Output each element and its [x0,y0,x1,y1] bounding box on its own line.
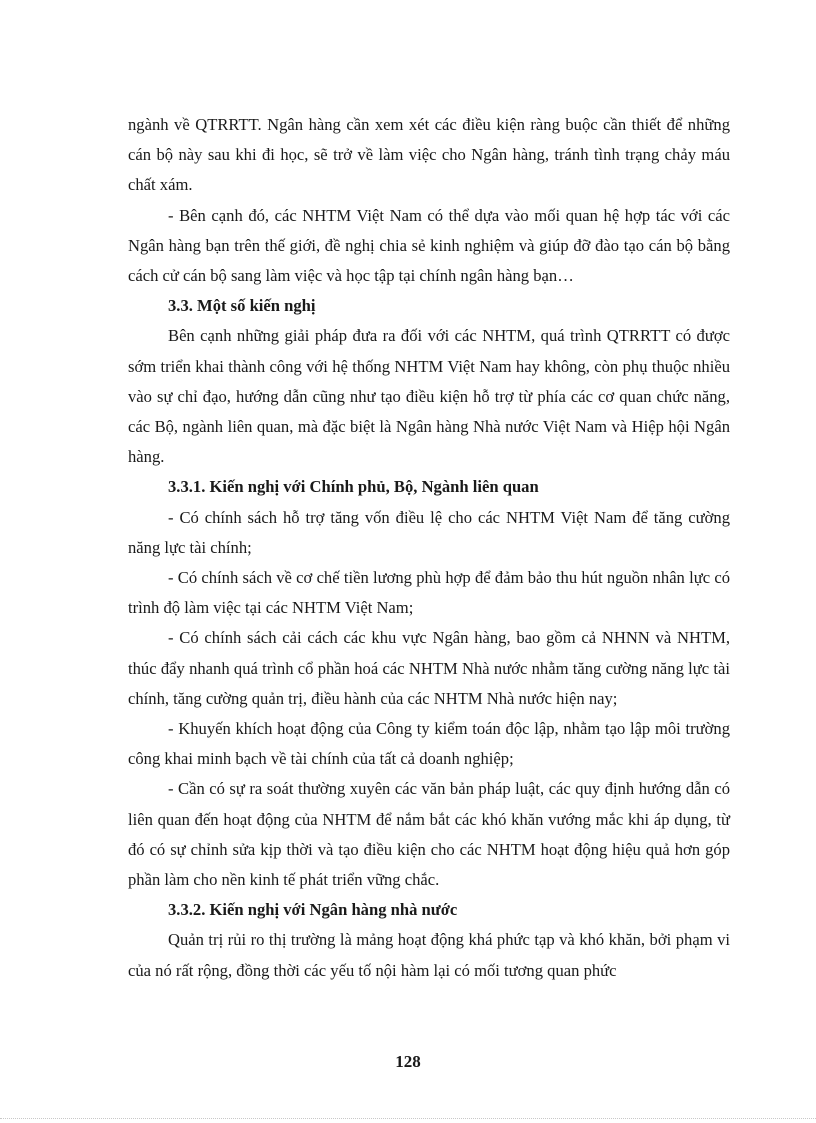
paragraph-salary-policy: - Có chính sách về cơ chế tiền lương phù hợp để đảm bảo thu hút nguồn nhân lực có trình độ làm việc tại các NHTM Việt Nam; [128,568,730,618]
document-body [128,110,730,986]
section-heading-3-3: 3.3. Một số kiến nghị [168,296,316,316]
section-heading-3-3-1: 3.3.1. Kiến nghị với Chính phủ, Bộ, Ngành liên quan [168,477,539,497]
paragraph-banking-reform: - Có chính sách cải cách các khu vực Ngân hàng, bao gồm cả NHNN và NHTM, thúc đẩy nhanh quá trình cổ phần hoá các NHTM Nhà nước nhằm tăng cường năng lực tài chính, tăng cường quản trị, điều hành của các NHTM Nhà nước hiện nay; [128,628,730,708]
paragraph-cooperation: - Bên cạnh đó, các NHTM Việt Nam có thể dựa vào mối quan hệ hợp tác với các Ngân hàng bạn trên thế giới, đề nghị chia sẻ kinh nghiệm và giúp đỡ đào tạo cán bộ bằng cách cử cán bộ sang làm việc và học tập tại chính ngân hàng bạn… [128,205,730,286]
paragraph-intro-recommendations: Bên cạnh những giải pháp đưa ra đối với các NHTM, quá trình QTRRTT có được sớm triển khai thành công với hệ thống NHTM Việt Nam hay không, còn phụ thuộc nhiều vào sự chỉ đạo, hướng dẫn cũng như tạo điều kiện hỗ trợ từ phía các cơ quan chức năng, các Bộ, ngành liên quan, mà đặc biệt là Ngân hàng Nhà nước Việt Nam và Hiệp hội Ngân hàng. [128,326,730,467]
paragraph-capital-support: - Có chính sách hỗ trợ tăng vốn điều lệ cho các NHTM Việt Nam để tăng cường năng lực tài chính; [128,507,730,557]
page-number: 128 [395,1052,421,1071]
paragraph-continuation: ngành về QTRRTT. Ngân hàng cần xem xét các điều kiện ràng buộc cần thiết để những cán bộ này sau khi đi học, sẽ trở về làm việc cho Ngân hàng, tránh tình trạng chảy máu chất xám. [128,115,730,195]
paragraph-independent-audit: - Khuyến khích hoạt động của Công ty kiểm toán độc lập, nhằm tạo lập môi trường công khai minh bạch về tài chính của tất cả doanh nghiệp; [128,719,730,769]
section-heading-3-3-2: 3.3.2. Kiến nghị với Ngân hàng nhà nước [168,900,458,920]
page-bottom-divider [0,1118,816,1119]
paragraph-legal-review: - Cần có sự ra soát thường xuyên các văn bản pháp luật, các quy định hướng dẫn có liên quan đến hoạt động của NHTM để nắm bắt các khó khăn vướng mắc khi áp dụng, từ đó có sự chỉnh sửa kịp thời và tạo điều kiện cho các NHTM hoạt động hiệu quả hơn góp phần làm cho nền kinh tế phát triển vững chắc. [128,779,730,890]
paragraph-market-risk: Quản trị rủi ro thị trường là mảng hoạt động khá phức tạp và khó khăn, bởi phạm vi của nó rất rộng, đồng thời các yếu tố nội hàm lại có mối tương quan phức [128,930,730,980]
